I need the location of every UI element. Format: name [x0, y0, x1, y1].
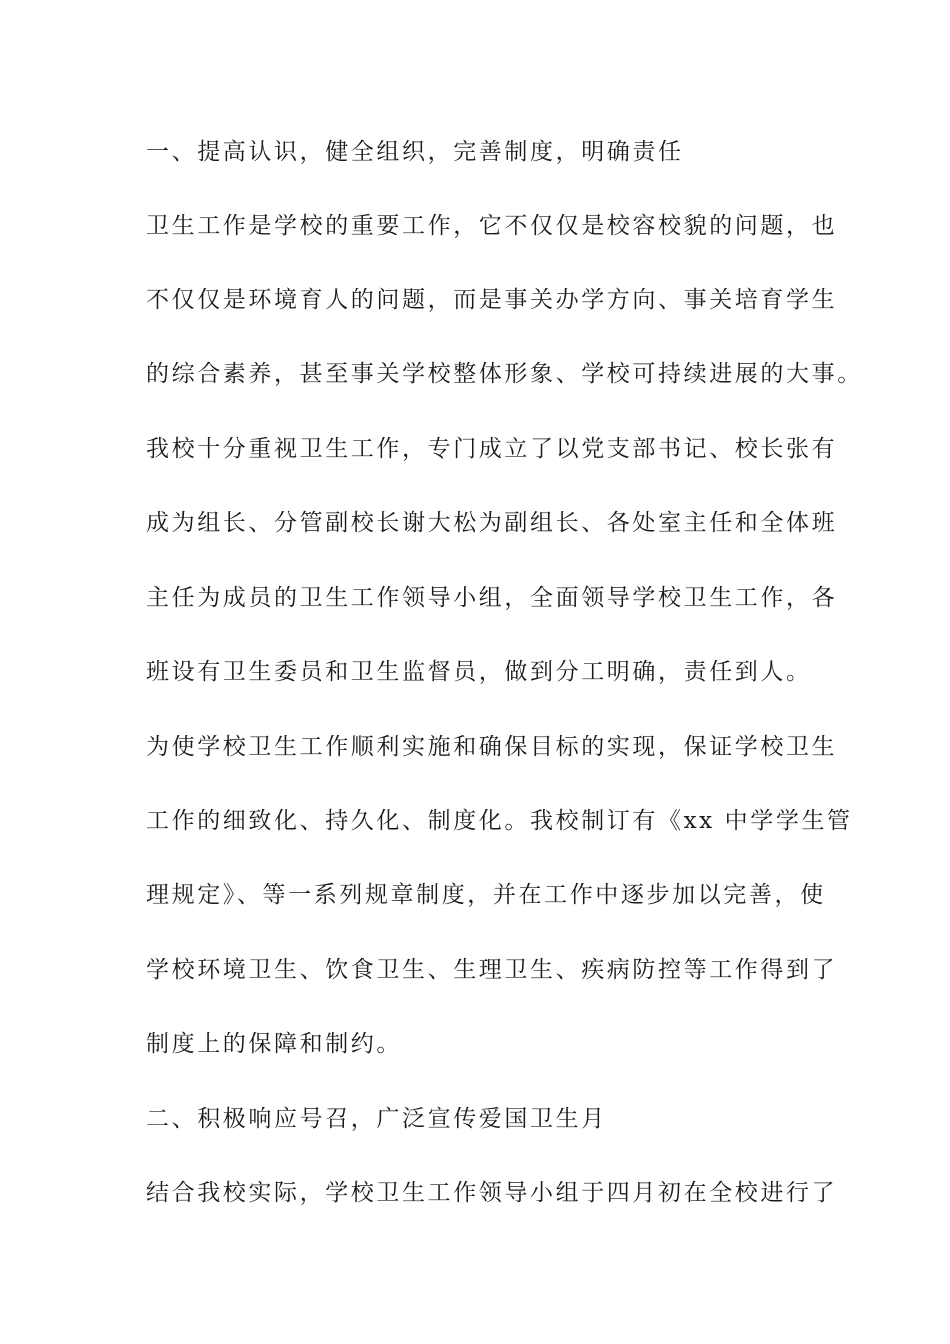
paragraph-line: 为使学校卫生工作顺利实施和确保目标的实现，保证学校卫生	[146, 734, 838, 760]
paragraph-line: 结合我校实际，学校卫生工作领导小组于四月初在全校进行了	[146, 1180, 838, 1206]
section-heading-1: 一、提高认识，健全组织，完善制度，明确责任	[146, 139, 684, 165]
paragraph-line: 班设有卫生委员和卫生监督员，做到分工明确，责任到人。	[146, 659, 812, 685]
paragraph-line: 理规定》、等一系列规章制度，并在工作中逐步加以完善，使	[146, 882, 826, 908]
paragraph-line: 我校十分重视卫生工作，专门成立了以党支部书记、校长张有	[146, 436, 838, 462]
paragraph-line: 工作的细致化、持久化、制度化。我校制订有《xx 中学学生管	[146, 808, 853, 834]
paragraph-line: 制度上的保障和制约。	[146, 1031, 402, 1057]
paragraph-line: 卫生工作是学校的重要工作，它不仅仅是校容校貌的问题，也	[146, 213, 838, 239]
paragraph-line: 学校环境卫生、饮食卫生、生理卫生、疾病防控等工作得到了	[146, 957, 838, 983]
paragraph-line: 主任为成员的卫生工作领导小组，全面领导学校卫生工作，各	[146, 585, 838, 611]
paragraph-line: 成为组长、分管副校长谢大松为副组长、各处室主任和全体班	[146, 510, 838, 536]
paragraph-line: 不仅仅是环境育人的问题，而是事关办学方向、事关培育学生	[146, 287, 838, 313]
section-heading-2: 二、积极响应号召，广泛宣传爱国卫生月	[146, 1106, 607, 1132]
paragraph-line: 的综合素养，甚至事关学校整体形象、学校可持续进展的大事。	[146, 361, 863, 387]
